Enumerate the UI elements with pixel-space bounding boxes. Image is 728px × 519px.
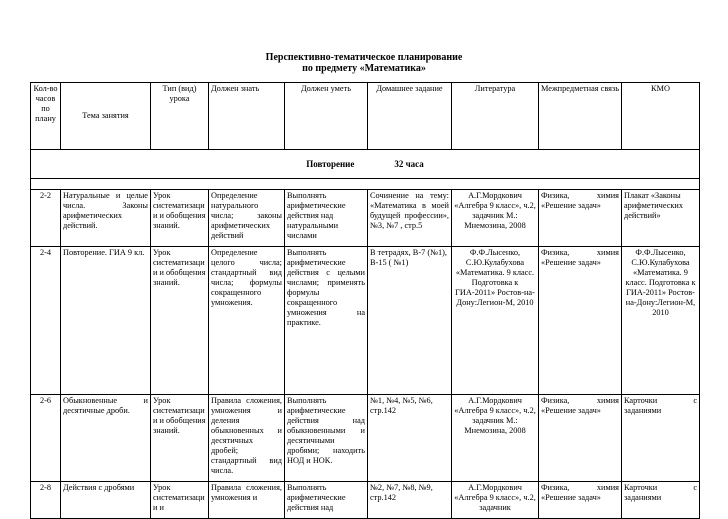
cell-kmo: Карточки с заданиями (622, 482, 700, 519)
cell-know: Определение натурального числа; законы арифметических действий (209, 190, 285, 247)
cell-interdisc: Физика, химия «Решение задач» (539, 482, 622, 519)
header-kmo: КМО (622, 83, 700, 150)
cell-type: Урок систематизации и обобщения знаний. (151, 395, 209, 482)
section-name: Повторение (306, 159, 355, 169)
cell-kmo: Ф.Ф.Лысенко, С.Ю.Кулабухова «Математика. 9 класс. Подготовка к ГИА-2011» Ростов-на-Дону:Легион-М, 2010 (622, 247, 700, 395)
cell-hours: 2-4 (31, 247, 61, 395)
table-row (31, 395, 700, 482)
cell-topic: Натуральные и целые числа. Законы арифметических действий. (61, 190, 151, 247)
header-topic: Тема занятия (61, 83, 151, 150)
cell-homework: №2, №7, №8, №9, стр.142 (368, 482, 452, 519)
header-skills: Должен уметь (285, 83, 368, 150)
section-row (31, 150, 700, 179)
header-row (31, 83, 700, 150)
cell-know: Определение целого числа; стандартный вид числа; формулы сокращенного умножения. (209, 247, 285, 395)
planning-table (30, 82, 700, 519)
header-interdisc: Межпредметная связь (539, 83, 622, 150)
header-hours: Кол-во часов по плану (31, 83, 61, 150)
section-heading (31, 150, 700, 179)
cell-literature: Ф.Ф.Лысенко, С.Ю.Кулабухова «Математика. 9 класс. Подготовка к ГИА-2011» Ростов-на-Дону:Легион-М, 2010 (452, 247, 539, 395)
document-title: Перспективно-тематическое планирование (265, 52, 463, 63)
section-hours: 32 часа (394, 159, 424, 169)
cell-type: Урок систематизации и (151, 482, 209, 519)
header-literature: Литература (452, 83, 539, 150)
cell-kmo: Плакат «Законы арифметических действий» (622, 190, 700, 247)
cell-interdisc: Физика, химия «Решение задач» (539, 190, 622, 247)
cell-know: Правила сложения, умножения и деления обыкновенных и десятичных дробей; стандартный вид числа. (209, 395, 285, 482)
header-homework: Домашнее задание (368, 83, 452, 150)
cell-literature: А.Г.Мордкович «Алгебра 9 класс», ч.2, задачник (452, 482, 539, 519)
cell-kmo: Карточки с заданиями (622, 395, 700, 482)
cell-interdisc: Физика, химия «Решение задач» (539, 395, 622, 482)
cell-skills: Выполнять арифметические действия над (285, 482, 368, 519)
cell-literature: А.Г.Мордкович «Алгебра 9 класс», ч.2, задачник М.: Мнемозина, 2008 (452, 395, 539, 482)
table-row (31, 482, 700, 519)
cell-topic: Обыкновенные и десятичные дроби. (61, 395, 151, 482)
cell-topic: Повторение. ГИА 9 кл. (61, 247, 151, 395)
cell-hours: 2-2 (31, 190, 61, 247)
cell-hours: 2-6 (31, 395, 61, 482)
document-subtitle: по предмету «Математика» (302, 63, 426, 74)
header-know: Должен знать (209, 83, 285, 150)
cell-homework: №1, №4, №5, №6, стр.142 (368, 395, 452, 482)
cell-type: Урок систематизации и обобщения знаний. (151, 247, 209, 395)
cell-topic: Действия с дробями (61, 482, 151, 519)
cell-skills: Выполнять арифметические действия с целыми числами; применять формулы сокращенного умножения на практике. (285, 247, 368, 395)
table-row (31, 247, 700, 395)
header-type: Тип (вид) урока (151, 83, 209, 150)
cell-hours: 2-8 (31, 482, 61, 519)
cell-homework: Сочинение на тему: «Математика в моей будущей профессии», №3, №7 , стр.5 (368, 190, 452, 247)
cell-know: Правила сложения, умножения и (209, 482, 285, 519)
spacer-row (31, 179, 700, 190)
cell-literature: А.Г.Мордкович «Алгебра 9 класс», ч.2, задачник М.: Мнемозина, 2008 (452, 190, 539, 247)
spacer-cell (31, 179, 700, 190)
cell-interdisc: Физика, химия «Решение задач» (539, 247, 622, 395)
cell-skills: Выполнять арифметические действия над обыкновенными и десятичными дробями; находить НОД и НОК. (285, 395, 368, 482)
cell-skills: Выполнять арифметические действия над натуральными числами (285, 190, 368, 247)
cell-type: Урок систематизации и обобщения знаний. (151, 190, 209, 247)
table-row (31, 190, 700, 247)
cell-homework: В тетрадях, В-7 (№1), В-15 ( №1) (368, 247, 452, 395)
